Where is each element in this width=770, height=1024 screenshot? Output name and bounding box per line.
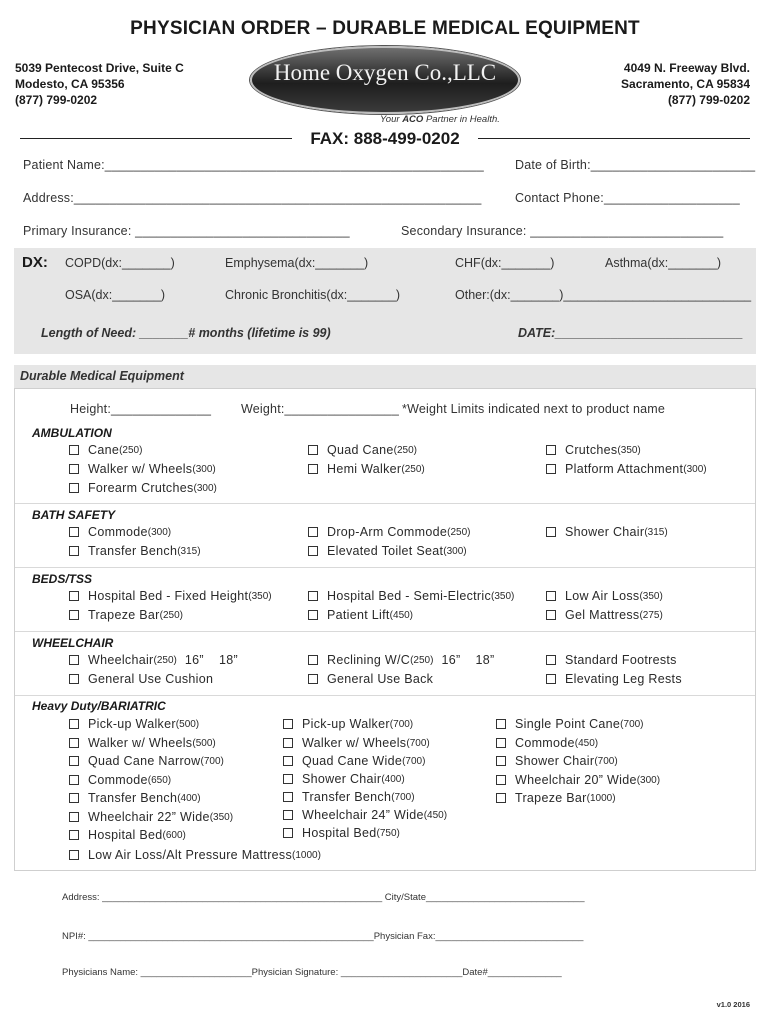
right-office-address	[621, 60, 750, 108]
item-hd-commode-450[interactable]	[496, 736, 598, 750]
item-hd-transfer-bench-700[interactable]	[283, 790, 415, 804]
checkbox[interactable]	[308, 610, 318, 620]
item-label: General Use Back	[327, 672, 434, 686]
weight-limit: (500)	[175, 718, 200, 730]
weight-limit: (250)	[393, 444, 417, 456]
left-office-line1: 5039 Pentecost Drive, Suite C	[15, 61, 184, 75]
checkbox[interactable]	[496, 793, 506, 803]
item-label: Transfer Bench	[88, 544, 178, 558]
weight-limit: (350)	[639, 590, 663, 602]
item-drop-arm-commode[interactable]	[308, 525, 470, 539]
item-hd-walker-wheels-500[interactable]	[69, 736, 216, 750]
item-hd-shower-chair-400[interactable]	[283, 772, 405, 786]
item-label: Reclining W/C	[327, 653, 411, 667]
date-of-birth-field[interactable]: Date of Birth:_______________________	[515, 158, 756, 172]
item-hd-hospital-bed-600[interactable]	[69, 828, 186, 842]
section-bath-safety: BATH SAFETY	[32, 508, 116, 522]
checkbox[interactable]	[283, 774, 293, 784]
item-label: Forearm Crutches	[88, 481, 194, 495]
weight-limit: (300)	[147, 526, 172, 538]
checkbox[interactable]	[69, 830, 79, 840]
item-hd-quad-cane-wide[interactable]	[283, 754, 425, 768]
checkbox[interactable]	[283, 756, 293, 766]
item-label: Transfer Bench	[302, 790, 392, 804]
item-hd-wheelchair-22[interactable]	[69, 810, 233, 824]
item-hd-single-point-cane[interactable]	[496, 717, 644, 731]
height-field[interactable]: Height:______________	[70, 402, 212, 416]
checkbox[interactable]	[283, 719, 293, 729]
item-hd-low-air-loss-mattress[interactable]	[69, 848, 321, 862]
weight-limit: (350)	[491, 590, 515, 602]
weight-limit: (250)	[410, 654, 434, 666]
item-label: Walker w/ Wheels	[88, 736, 193, 750]
checkbox[interactable]	[546, 591, 556, 601]
weight-limit: (1000)	[292, 849, 321, 861]
weight-limit: (700)	[389, 718, 414, 730]
weight-limit: (300)	[636, 774, 661, 786]
weight-limit: (450)	[389, 609, 414, 621]
item-shower-chair[interactable]	[546, 525, 668, 539]
item-label: Hospital Bed	[302, 826, 377, 840]
item-crutches[interactable]	[546, 443, 641, 457]
left-office-address	[15, 60, 184, 108]
item-label: Standard Footrests	[565, 653, 677, 667]
item-hd-wheelchair-20[interactable]	[496, 773, 660, 787]
item-hd-commode-650[interactable]	[69, 773, 171, 787]
weight-limit: (315)	[644, 526, 668, 538]
item-label: Cane	[88, 443, 120, 457]
checkbox[interactable]	[496, 719, 506, 729]
checkbox[interactable]	[69, 738, 79, 748]
item-cane[interactable]	[69, 443, 142, 457]
item-label: Commode	[88, 773, 148, 787]
item-hospital-bed-semi[interactable]	[308, 589, 514, 603]
item-label: Commode	[515, 736, 575, 750]
item-general-back[interactable]	[308, 672, 433, 686]
checkbox[interactable]	[308, 674, 318, 684]
section-heavy-duty: Heavy Duty/BARIATRIC	[32, 699, 166, 713]
item-platform-attachment[interactable]	[546, 462, 707, 476]
item-label: Pick-up Walker	[88, 717, 176, 731]
weight-limit: (250)	[153, 654, 177, 666]
item-commode[interactable]	[69, 525, 171, 539]
weight-limit: (750)	[376, 827, 400, 839]
checkbox[interactable]	[496, 756, 506, 766]
section-wheelchair: WHEELCHAIR	[32, 636, 114, 650]
tagline-prefix: Your	[380, 114, 400, 125]
weight-limit: (300)	[193, 482, 217, 494]
item-label: Shower Chair	[515, 754, 595, 768]
item-wheelchair[interactable]	[69, 653, 238, 667]
checkbox[interactable]	[69, 546, 79, 556]
dx-other[interactable]: Other:(dx:_______)___________________________	[455, 288, 752, 302]
item-label: Single Point Cane	[515, 717, 621, 731]
item-label: Shower Chair	[565, 525, 645, 539]
weight-limit: (400)	[381, 773, 405, 785]
item-label: Crutches	[565, 443, 618, 457]
weight-limit: (450)	[423, 809, 448, 821]
item-label: Walker w/ Wheels	[302, 736, 407, 750]
item-walker-wheels[interactable]	[69, 462, 216, 476]
item-forearm-crutches[interactable]	[69, 481, 217, 495]
checkbox[interactable]	[308, 655, 318, 665]
section-divider	[15, 503, 755, 504]
checkbox[interactable]	[283, 828, 293, 838]
item-quad-cane[interactable]	[308, 443, 417, 457]
item-label: Elevated Toilet Seat	[327, 544, 444, 558]
weight-limit: (650)	[147, 774, 172, 786]
weight-limit: (300)	[192, 463, 216, 475]
item-standard-footrests[interactable]	[546, 653, 677, 667]
checkbox[interactable]	[308, 546, 318, 556]
weight-limit: (315)	[177, 545, 201, 557]
checkbox[interactable]	[546, 655, 556, 665]
item-hd-wheelchair-24[interactable]	[283, 808, 447, 822]
weight-limit: (700)	[594, 755, 618, 767]
weight-limit: (600)	[162, 829, 186, 841]
item-label: Patient Lift	[327, 608, 390, 622]
checkbox[interactable]	[69, 527, 79, 537]
primary-insurance-field[interactable]: Primary Insurance: ______________________________	[23, 224, 350, 238]
weight-limit: (250)	[401, 463, 425, 475]
item-label: Drop-Arm Commode	[327, 525, 448, 539]
weight-limit: (400)	[177, 792, 201, 804]
checkbox[interactable]	[496, 738, 506, 748]
item-general-cushion[interactable]	[69, 672, 213, 686]
item-label: Wheelchair 22” Wide	[88, 810, 210, 824]
dx-label: DX:	[22, 254, 48, 271]
logo-tagline	[380, 114, 500, 125]
checkbox[interactable]	[69, 445, 79, 455]
item-elevating-leg-rests[interactable]	[546, 672, 682, 686]
item-patient-lift[interactable]	[308, 608, 413, 622]
checkbox[interactable]	[546, 464, 556, 474]
weight-limit: (450)	[574, 737, 599, 749]
tagline-suffix: Partner in Health.	[425, 114, 500, 125]
weight-limit: (275)	[639, 609, 663, 621]
item-hemi-walker[interactable]	[308, 462, 425, 476]
weight-limit: (350)	[248, 590, 272, 602]
physician-name-signature-field[interactable]: Physicians Name: _____________________Physician Signature: _______________________Date#______________	[62, 967, 562, 978]
weight-limit: (300)	[683, 463, 707, 475]
item-label: General Use Cushion	[88, 672, 214, 686]
checkbox[interactable]	[69, 655, 79, 665]
item-label: Transfer Bench	[88, 791, 178, 805]
checkbox[interactable]	[546, 445, 556, 455]
item-hd-quad-cane-narrow[interactable]	[69, 754, 224, 768]
right-office-line2: Sacramento, CA 95834	[621, 77, 750, 91]
tagline-aco: ACO	[402, 114, 424, 125]
section-divider	[15, 631, 755, 632]
checkbox[interactable]	[308, 464, 318, 474]
item-label: Pick-up Walker	[302, 717, 390, 731]
checkbox[interactable]	[546, 527, 556, 537]
physician-address-field[interactable]: Address: _____________________________________________________ City/State______________________________	[62, 892, 585, 903]
item-label: Quad Cane Wide	[302, 754, 403, 768]
company-logo	[250, 46, 520, 114]
dx-chf[interactable]: CHF(dx:_______)	[455, 256, 555, 270]
weight-field[interactable]: Weight:________________	[241, 402, 399, 416]
logo-text: Home Oxygen Co.,LLC	[273, 60, 497, 85]
checkbox[interactable]	[69, 610, 79, 620]
item-hd-walker-wheels-700[interactable]	[283, 736, 430, 750]
weight-limit: (1000)	[586, 792, 616, 804]
checkbox[interactable]	[308, 527, 318, 537]
checkbox[interactable]	[546, 674, 556, 684]
dme-title: Durable Medical Equipment	[20, 369, 184, 383]
secondary-insurance-field[interactable]: Secondary Insurance: ___________________________	[401, 224, 724, 238]
weight-limit: (500)	[192, 737, 216, 749]
dx-copd[interactable]: COPD(dx:_______)	[65, 256, 175, 270]
length-of-need-field[interactable]: Length of Need: _______# months (lifetime is 99)	[41, 326, 331, 340]
item-label: Hemi Walker	[327, 462, 402, 476]
form-title: PHYSICIAN ORDER – DURABLE MEDICAL EQUIPMENT	[130, 18, 640, 39]
checkbox[interactable]	[546, 610, 556, 620]
item-hospital-bed-fixed[interactable]	[69, 589, 272, 603]
weight-limit: (700)	[406, 737, 430, 749]
item-label: Wheelchair 24” Wide	[302, 808, 424, 822]
weight-limit: (700)	[620, 718, 644, 730]
item-trapeze-bar[interactable]	[69, 608, 183, 622]
item-label: Low Air Loss	[565, 589, 640, 603]
weight-limit: (300)	[443, 545, 467, 557]
item-transfer-bench[interactable]	[69, 544, 201, 558]
item-hd-hospital-bed-750[interactable]	[283, 826, 400, 840]
item-low-air-loss[interactable]	[546, 589, 663, 603]
checkbox[interactable]	[308, 445, 318, 455]
weight-limit: (700)	[391, 791, 415, 803]
item-label: Wheelchair	[88, 653, 154, 667]
checkbox[interactable]	[283, 792, 293, 802]
item-reclining-wc[interactable]	[308, 653, 494, 667]
checkbox[interactable]	[69, 756, 79, 766]
checkbox[interactable]	[69, 483, 79, 493]
section-divider	[15, 695, 755, 696]
item-hd-pickup-walker-700[interactable]	[283, 717, 413, 731]
item-label: Shower Chair	[302, 772, 382, 786]
dx-emphysema[interactable]: Emphysema(dx:_______)	[225, 256, 369, 270]
item-label: Quad Cane Narrow	[88, 754, 201, 768]
checkbox[interactable]	[69, 719, 79, 729]
checkbox[interactable]	[283, 738, 293, 748]
checkbox[interactable]	[308, 591, 318, 601]
item-hd-pickup-walker-500[interactable]	[69, 717, 199, 731]
item-hd-transfer-bench-400[interactable]	[69, 791, 201, 805]
contact-phone-field[interactable]: Contact Phone:___________________	[515, 191, 740, 205]
dx-date-field[interactable]: DATE:___________________________	[518, 326, 743, 340]
item-label: Quad Cane	[327, 443, 394, 457]
dx-asthma[interactable]: Asthma(dx:_______)	[605, 256, 722, 270]
section-ambulation: AMBULATION	[32, 426, 112, 440]
item-label: Walker w/ Wheels	[88, 462, 193, 476]
fax-number: FAX: 888-499-0202	[310, 129, 460, 148]
weight-limit-note: *Weight Limits indicated next to product name	[402, 402, 666, 416]
left-office-line2: Modesto, CA 95356	[15, 77, 125, 91]
checkbox[interactable]	[283, 810, 293, 820]
weight-limit: (350)	[209, 811, 234, 823]
checkbox[interactable]	[69, 793, 79, 803]
reclining-sizes: 16” 18”	[441, 653, 495, 667]
address-field[interactable]: Address:_________________________________________________________	[23, 191, 482, 205]
item-label: Gel Mattress	[565, 608, 640, 622]
patient-name-field[interactable]: Patient Name:_____________________________________________________	[23, 158, 484, 172]
item-elevated-toilet-seat[interactable]	[308, 544, 467, 558]
weight-limit: (250)	[119, 444, 143, 456]
section-beds: BEDS/TSS	[32, 572, 93, 586]
right-office-phone: (877) 799-0202	[667, 93, 750, 107]
wheelchair-sizes: 16” 18”	[184, 653, 238, 667]
physician-npi-fax-field[interactable]: NPI#: ______________________________________________________Physician Fax:____________________________	[62, 931, 584, 942]
version-label: v1.0 2016	[716, 1000, 750, 1009]
item-label: Hospital Bed - Fixed Height	[88, 589, 249, 603]
item-hd-shower-chair-700[interactable]	[496, 754, 618, 768]
item-label: Elevating Leg Rests	[565, 672, 682, 686]
right-office-line1: 4049 N. Freeway Blvd.	[623, 61, 750, 75]
item-hd-trapeze-bar[interactable]	[496, 791, 616, 805]
dx-osa[interactable]: OSA(dx:_______)	[65, 288, 166, 302]
item-label: Commode	[88, 525, 148, 539]
item-label: Trapeze Bar	[88, 608, 160, 622]
weight-limit: (250)	[447, 526, 471, 538]
item-label: Wheelchair 20” Wide	[515, 773, 637, 787]
checkbox[interactable]	[69, 850, 79, 860]
checkbox[interactable]	[69, 812, 79, 822]
item-gel-mattress[interactable]	[546, 608, 663, 622]
item-label: Hospital Bed - Semi-Electric	[327, 589, 492, 603]
checkbox[interactable]	[496, 775, 506, 785]
item-label: Trapeze Bar	[515, 791, 587, 805]
item-label: Hospital Bed	[88, 828, 163, 842]
left-office-phone: (877) 799-0202	[15, 93, 98, 107]
checkbox[interactable]	[69, 674, 79, 684]
checkbox[interactable]	[69, 464, 79, 474]
weight-limit: (700)	[200, 755, 224, 767]
checkbox[interactable]	[69, 591, 79, 601]
item-label: Platform Attachment	[565, 462, 684, 476]
checkbox[interactable]	[69, 775, 79, 785]
weight-limit: (700)	[402, 755, 426, 767]
section-divider	[15, 567, 755, 568]
weight-limit: (350)	[617, 444, 641, 456]
weight-limit: (250)	[159, 609, 183, 621]
item-label: Low Air Loss/Alt Pressure Mattress	[88, 848, 293, 862]
dx-chronic-bronchitis[interactable]: Chronic Bronchitis(dx:_______)	[225, 288, 401, 302]
